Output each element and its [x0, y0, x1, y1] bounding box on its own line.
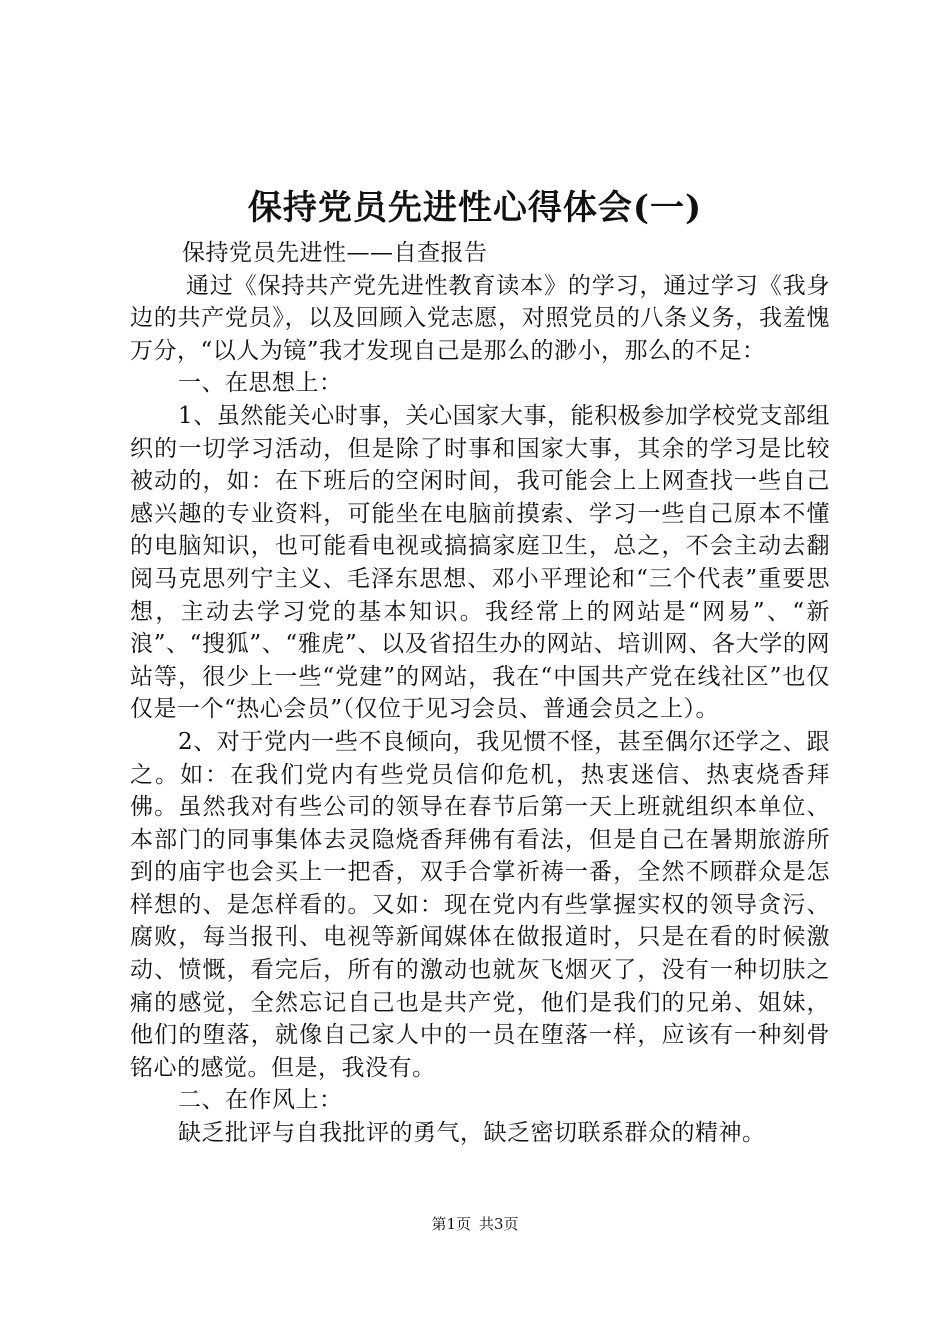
- page-number: 第1页: [431, 1215, 471, 1233]
- section-heading-style: 二、在作风上：: [178, 1087, 343, 1114]
- page-footer: [0, 1212, 950, 1236]
- page-total: 共3页: [479, 1215, 519, 1233]
- document-body: [130, 237, 830, 1150]
- document-title: 保持党员先进性心得体会(一): [247, 188, 703, 228]
- section-heading-thought: 一、在思想上：: [178, 370, 343, 397]
- thought-point-1: 1、虽然能关心时事，关心国家大事，能积极参加学校党支部组织的一切学习活动，但是除了时事和国家大事，其余的学习是比较被动的，如：在下班后的空闲时间，我可能会上上网查找一些自己感兴趣的专业资料，可能坐在电脑前摸索、学习一些自己原本不懂的电脑知识，也可能看电视或搞搞家庭卫生，总之，不会主动去翻阅马克思列宁主义、毛泽东思想、邓小平理论和“三个代表”重要思想，主动去学习党的基本知识。我经常上的网站是“网易”、“新浪”、“搜狐”、“雅虎”、以及省招生办的网站、培训网、各大学的网站等，很少上一些“党建”的网站，我在“中国共产党在线社区”也仅仅是一个“热心会员”（仅位于见习会员、普通会员之上）。: [130, 402, 830, 723]
- style-paragraph: 缺乏批评与自我批评的勇气，缺乏密切联系群众的精神。: [178, 1120, 766, 1147]
- report-subtitle: 保持党员先进性——自查报告: [182, 240, 488, 266]
- thought-point-2: 2、对于党内一些不良倾向，我见惯不怪，甚至偶尔还学之、跟之。如：在我们党内有些党员信仰危机，热衷迷信、热衷烧香拜佛。虽然我对有些公司的领导在春节后第一天上班就组织本单位、本部门的同事集体去灵隐烧香拜佛有看法，但是自己在暑期旅游所到的庙宇也会买上一把香，双手合掌祈祷一番，全然不顾群众是怎样想的、是怎样看的。又如：现在党内有些掌握实权的领导贪污、腐败，每当报刊、电视等新闻媒体在做报道时，只是在看的时候激动、愤慨，看完后，所有的激动也就灰飞烟灭了，没有一种切肤之痛的感觉，全然忘记自己也是共产党，他们是我们的兄弟、姐妹，他们的堕落，就像自己家人中的一员在堕落一样，应该有一种刻骨铭心的感觉。但是，我没有。: [130, 728, 830, 1081]
- intro-paragraph: 通过《保持共产党先进性教育读本》的学习，通过学习《我身边的共产党员》，以及回顾入党志愿，对照党员的八条义务，我羞愧万分，“以人为镜”我才发现自己是那么的渺小，那么的不足：: [130, 272, 830, 364]
